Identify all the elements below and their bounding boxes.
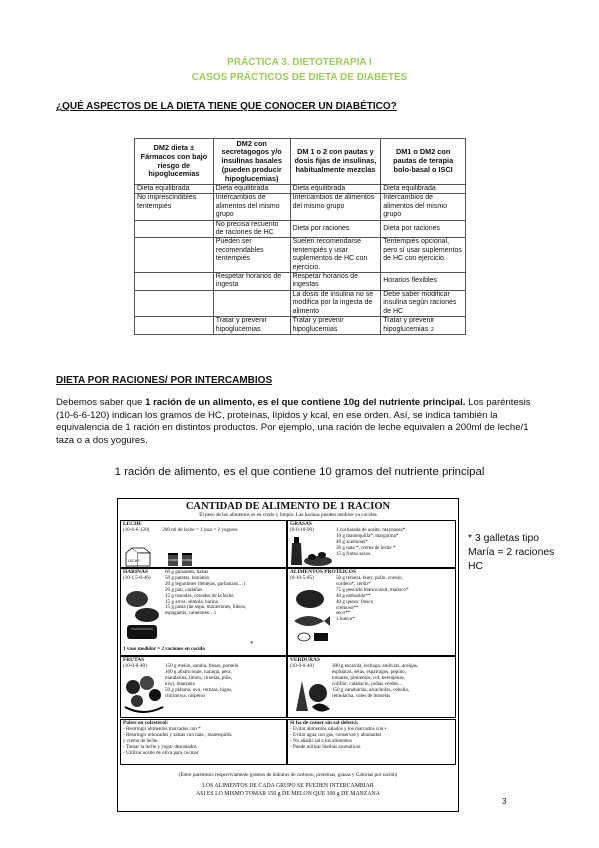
ration-subheading: 1 ración de alimento, es el que contiene 10 gramos del nutriente principal	[114, 466, 485, 478]
practice-title: PRÁCTICA 3. DIETOTERAPIA I	[227, 57, 372, 68]
paragraph-lead: Debemos saber que	[56, 397, 146, 408]
grasas-code: (0-0-10-90)	[290, 527, 314, 533]
table-cell: No precisa recuento de raciones de HC	[213, 220, 290, 238]
table-cell: Tratar y prevenir hipoglucemias	[290, 317, 381, 335]
colesterol-line: - Restringir alimentos marcados con *	[123, 725, 201, 732]
leche-text: 200 ml de leche = 1 taza = 2 yogures	[162, 526, 238, 533]
table-cell: Dieta equilibrada	[290, 185, 381, 194]
sin-sal-line: - No añadir sal a los alimentos	[290, 737, 352, 744]
meat-fish-icon	[290, 587, 334, 643]
milk-carton-icon	[124, 547, 274, 567]
table-cell: La dosis de insulina no se modifica por la ingesta de alimento	[290, 290, 381, 316]
grasas-heading: GRASAS	[290, 521, 312, 527]
sin-sal-line: - Puede utilizar hierbas aromáticas	[290, 743, 361, 750]
leche-heading: LECHE	[123, 521, 142, 527]
frutas-line: 50 g plátano, uva, cerezas, higos,	[165, 686, 233, 693]
frutas-line: 100 g albaricoque, naranja, pera,	[165, 668, 232, 675]
table-cell: Intercambios de alimentos del mismo grupo	[213, 194, 290, 220]
table-cell: Respetar horarios de ingestas	[290, 273, 381, 291]
proteicos-line: cremoso**	[336, 604, 359, 611]
harinas-foot: 1 vaso medidor = 2 raciones en cocido	[123, 646, 205, 652]
table-row	[135, 238, 466, 273]
leche-box	[120, 520, 287, 568]
table-header-cell: DM2 con secretagogos y/o insulinas basales (pueden producir hipoglucemias)	[213, 139, 290, 185]
table-cell	[381, 317, 466, 335]
table-header-cell: DM1 o DM2 con pautas de terapia bolo-basal o ISCI	[381, 139, 466, 185]
frutas-heading: FRUTAS	[123, 657, 145, 663]
yogur-label: NATURAL	[168, 560, 180, 562]
table-header-cell: DM2 dieta ± Fármacos con bajo riesgo de hipoglucemias	[135, 139, 214, 185]
section-heading-aspects: ¿QUÉ ASPECTOS DE LA DIETA TIENE QUE CONOCER UN DIABÉTICO?	[56, 101, 397, 112]
yogur-label: NATURAL	[182, 560, 194, 562]
paragraph-rest: Los paréntesis (10-6-6-120) indican los gramos de HC, proteínas, lípidos y kcal, en ese orden. Así, se indica también la equivalencia de 1 ración en distintos productos. Por ejemplo, una ración de leche equivalen a 200ml de leche/1 taza o a dos yogures.	[56, 397, 531, 446]
section-heading-rations: DIETA POR RACIONES/ POR INTERCAMBIOS	[56, 375, 273, 386]
proteicos-box	[287, 568, 456, 656]
proteicos-line: 40 g queso: fresco	[336, 598, 374, 605]
verduras-line: remolacha, coles de bruselas	[332, 692, 391, 699]
table-cell: Intercambios de alimentos del mismo grupo	[381, 194, 466, 220]
table-cell	[135, 273, 214, 291]
sin-sal-line: - Evitar alimentos salados y los marcados con •	[290, 725, 387, 732]
table-cell: Debe saber modificar insulina según raciones de HC	[381, 290, 466, 316]
table-row	[135, 185, 466, 194]
verduras-line: coliflor, calabacín, judías verdes…	[332, 680, 403, 687]
table-cell	[135, 220, 214, 238]
verduras-box	[287, 656, 456, 718]
verduras-line: 150 g zanahorias, alcachofas, cebolla,	[332, 686, 410, 693]
proteicos-line: seco**	[336, 610, 351, 617]
colesterol-line: y crema de leche.	[123, 737, 159, 744]
colesterol-box	[120, 719, 287, 765]
sin-sal-heading: Si ha de comer sin sal deberá:	[290, 720, 359, 726]
figure-footer-line2: ASI ES LO MISMO TOMAR 150 g DE MELON QUE 100 g DE MANZANA	[196, 791, 380, 797]
harinas-heading: HARINAS	[123, 569, 148, 575]
diet-aspects-table	[134, 138, 466, 335]
frutas-line: chirimoya, nísperos	[165, 692, 206, 699]
bread-icon	[123, 585, 163, 643]
grasas-line: 1 cucharada de aceite, mayonesa*	[336, 527, 406, 533]
sin-sal-box	[287, 719, 456, 765]
rations-paragraph	[56, 397, 544, 447]
harinas-line: 15 g pasta (de sopa, macarrones, fideos,	[165, 604, 247, 611]
table-cell: No imprescindibles tentempiés	[135, 194, 214, 220]
frutas-code: (10-0-0-40)	[123, 663, 147, 669]
galletas-note: * 3 galletas tipo María = 2 raciones HC	[468, 533, 555, 572]
table-cell	[213, 290, 290, 316]
verduras-line: tomates, pimientos, col, berenjenas,	[332, 674, 405, 681]
harinas-line: 60 g guisantes, habas	[165, 569, 209, 575]
table-cell: Horarios flexibles	[381, 273, 466, 291]
table-cell	[135, 317, 214, 335]
ration-quantities-figure	[117, 498, 459, 812]
verduras-line: espinacas, setas, espárragos, pepino,	[332, 668, 406, 675]
grasas-line: 40 g aceitunas*	[336, 538, 368, 545]
table-cell: Tratar y prevenir hipoglucemias	[213, 317, 290, 335]
paragraph-bold: 1 ración de un alimento, es el que contiene 10g del nutriente principal.	[145, 397, 466, 408]
table-page-number: 2	[431, 326, 435, 333]
grasas-line: 30 g nata *, crema de leche *	[336, 544, 396, 551]
table-row	[135, 273, 466, 291]
colesterol-line: - Utilizar aceite de oliva para cocinar	[123, 749, 199, 756]
harinas-line: 15 g tostadas, cereales de la leche	[165, 592, 234, 599]
proteicos-line: 1 huevo*	[336, 616, 355, 623]
table-cell: Suelen recomendarse tentempiés y usar suplementos de HC con ejercicio.	[290, 238, 381, 273]
harinas-star: *	[250, 640, 254, 648]
table-cell	[135, 238, 214, 273]
proteicos-code: (0-10-5-85)	[290, 575, 314, 581]
table-cell	[135, 290, 214, 316]
page-number: 3	[502, 797, 507, 806]
frutas-box	[120, 656, 287, 718]
harinas-code: (10-1,5-0-46)	[123, 575, 151, 581]
verduras-code: (10-0-0-40)	[290, 663, 314, 669]
figure-note: (Entre paréntesis respectivamente gramos de hidratos de carbono, proteínas, grasas y Calorías por ración)	[178, 772, 398, 778]
proteicos-line: 40 g embutido**	[336, 592, 371, 599]
table-cell: Dieta equilibrada	[213, 185, 290, 194]
harinas-line: 50 g patatas, boniatos	[165, 574, 210, 581]
table-cell: Respetar horarios de ingesta	[213, 273, 290, 291]
table-cell: Intercambios de alimentos del mismo grupo	[290, 194, 381, 220]
proteicos-heading: ALIMENTOS PROTEICOS	[290, 569, 356, 575]
table-row	[135, 194, 466, 220]
grasas-box	[287, 520, 456, 568]
practice-subtitle: CASOS PRÁCTICOS DE DIETA DE DIABETES	[191, 72, 408, 83]
table-cell: Tentempiés opcional, pero sí usar suplementos de HC con ejercicio.	[381, 238, 466, 273]
table-cell-text: Tratar y prevenir hipoglucemias	[383, 317, 435, 333]
table-header-cell: DM 1 o 2 con pautas y dosis fijas de insulinas, habitualmente mezclas	[290, 139, 381, 185]
table-cell: Dieta equilibrada	[381, 185, 466, 194]
table-row	[135, 290, 466, 316]
verduras-heading: VERDURAS	[290, 657, 320, 663]
table-cell: Pueden ser recomendables tentempiés	[213, 238, 290, 273]
carton-label: LECHE	[128, 559, 140, 563]
colesterol-line: - Restringir rebozados y salsas con nata , mantequilla	[123, 731, 232, 738]
vegetables-icon	[290, 673, 332, 717]
harinas-box	[120, 568, 287, 656]
verduras-line: 300 g escarola, lechuga, endivias, acelgas,	[332, 663, 419, 669]
colesterol-line: - Tomar la leche y yogur desnatados	[123, 743, 197, 750]
table-cell: Dieta equilibrada	[135, 185, 214, 194]
figure-subtitle: El peso de los alimentos es en crudo y limpio. Las harinas pueden medirse ya cocidas	[199, 512, 377, 518]
sin-sal-line: - Evitar agua con gas, conservas y ahumados	[290, 731, 382, 738]
frutas-line: kiwi, manzana	[165, 680, 195, 687]
leche-code: (10-6-6-120)	[123, 526, 150, 533]
proteicos-line: 50 g ternera, buey, pollo, conejo,	[336, 575, 403, 581]
oil-bottle-icon	[290, 535, 334, 567]
colesterol-heading: Pobre en colesterol:	[123, 720, 169, 726]
harinas-line: 20 g legumbres (lentejas, garbanzos…)	[165, 580, 245, 587]
proteicos-line: 75 g pescado blanco/azul, marisco*	[336, 586, 409, 593]
frutas-line: 150 g melón, sandía, fresas, pomelo	[165, 663, 239, 669]
proteicos-line: cordero*, cerdo*	[336, 580, 371, 587]
frutas-line: mandarina, limón, ciruelas, piña,	[165, 674, 232, 681]
table-row	[135, 220, 466, 238]
grasas-line: 15 g frutos secos	[336, 550, 371, 557]
harinas-line: 20 g pan, castañas	[165, 586, 203, 593]
table-row	[135, 317, 466, 335]
harinas-line: espaguetis, canelones…)	[165, 610, 216, 617]
table-cell: Dieta por raciones	[290, 220, 381, 238]
figure-title: CANTIDAD DE ALIMENTO DE 1 RACION	[185, 501, 391, 512]
table-header-row	[135, 139, 466, 185]
fruit-basket-icon	[123, 673, 165, 717]
figure-footer-line1: LOS ALIMENTOS DE CADA GRUPO SE PUEDEN INTERCAMBIAR	[202, 783, 374, 789]
harinas-line: 15 g arroz, sémola, harina	[165, 598, 218, 605]
table-cell: Dieta por raciones	[381, 220, 466, 238]
grasas-line: 10 g mantequilla*, margarina*	[336, 532, 399, 539]
